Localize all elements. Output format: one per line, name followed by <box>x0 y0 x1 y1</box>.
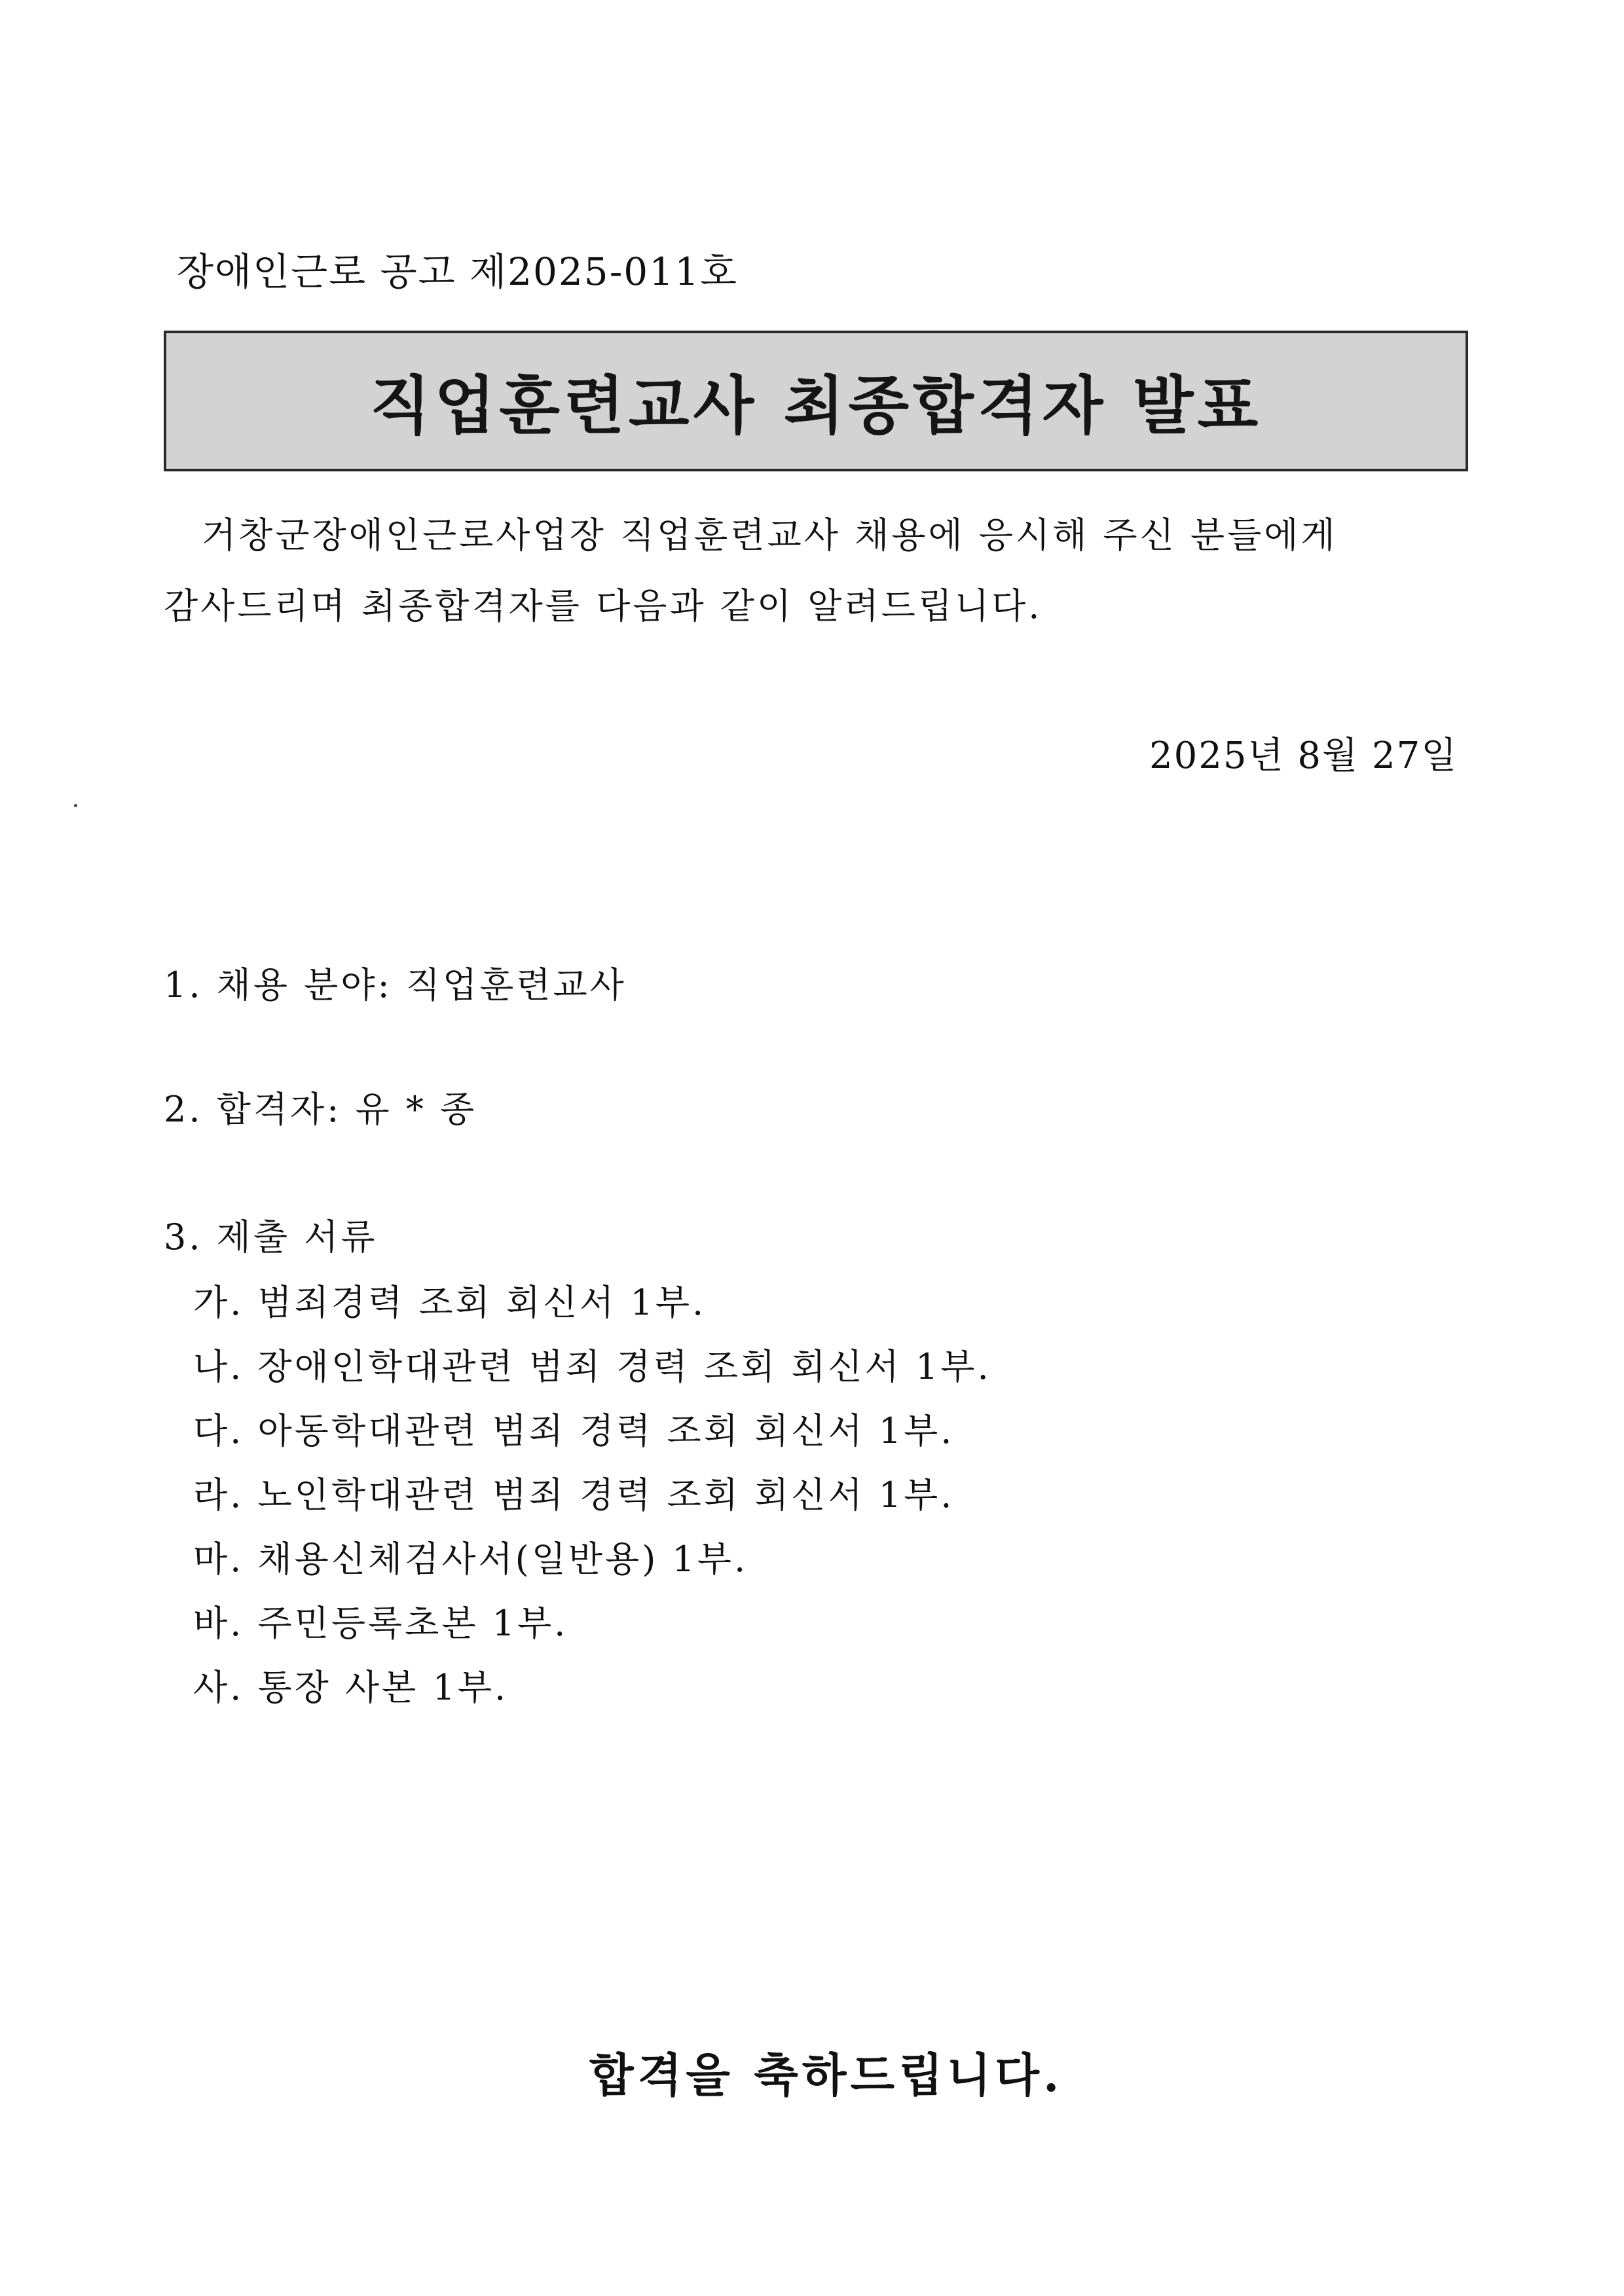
recruitment-field: 1. 채용 분야: 직업훈련교사 <box>164 964 627 1006</box>
closing-message: 합격을 축하드립니다. <box>589 2048 1063 2102</box>
announcement-date: 2025년 8월 27일 <box>1149 735 1458 777</box>
notice-number: 장애인근로 공고 제2025-011호 <box>177 249 739 294</box>
intro-line-2: 감사드리며 최종합격자를 다음과 같이 알려드립니다. <box>164 585 1043 627</box>
document-item: 나. 장애인학대관련 범죄 경력 조회 회신서 1부. <box>193 1346 991 1387</box>
document-item: 라. 노인학대관련 범죄 경력 조회 회신서 1부. <box>193 1474 955 1516</box>
intro-line-1: 거창군장애인근로사업장 직업훈련교사 채용에 응시해 주신 분들에게 <box>202 515 1338 556</box>
title-banner <box>164 331 1468 471</box>
scan-speck <box>74 804 77 807</box>
document-item: 사. 통장 사본 1부. <box>193 1667 509 1708</box>
successful-candidate: 2. 합격자: 유 * 종 <box>164 1089 477 1130</box>
document-item: 가. 범죄경력 조회 회신서 1부. <box>193 1282 707 1323</box>
documents-heading: 3. 제출 서류 <box>164 1216 378 1258</box>
required-documents-list <box>193 1277 991 1726</box>
document-item: 바. 주민등록초본 1부. <box>193 1603 568 1644</box>
document-item: 마. 채용신체검사서(일반용) 1부. <box>193 1539 748 1580</box>
document-title: 직업훈련교사 최종합격자 발표 <box>369 369 1263 443</box>
document-item: 다. 아동학대관련 범죄 경력 조회 회신서 1부. <box>193 1410 955 1451</box>
